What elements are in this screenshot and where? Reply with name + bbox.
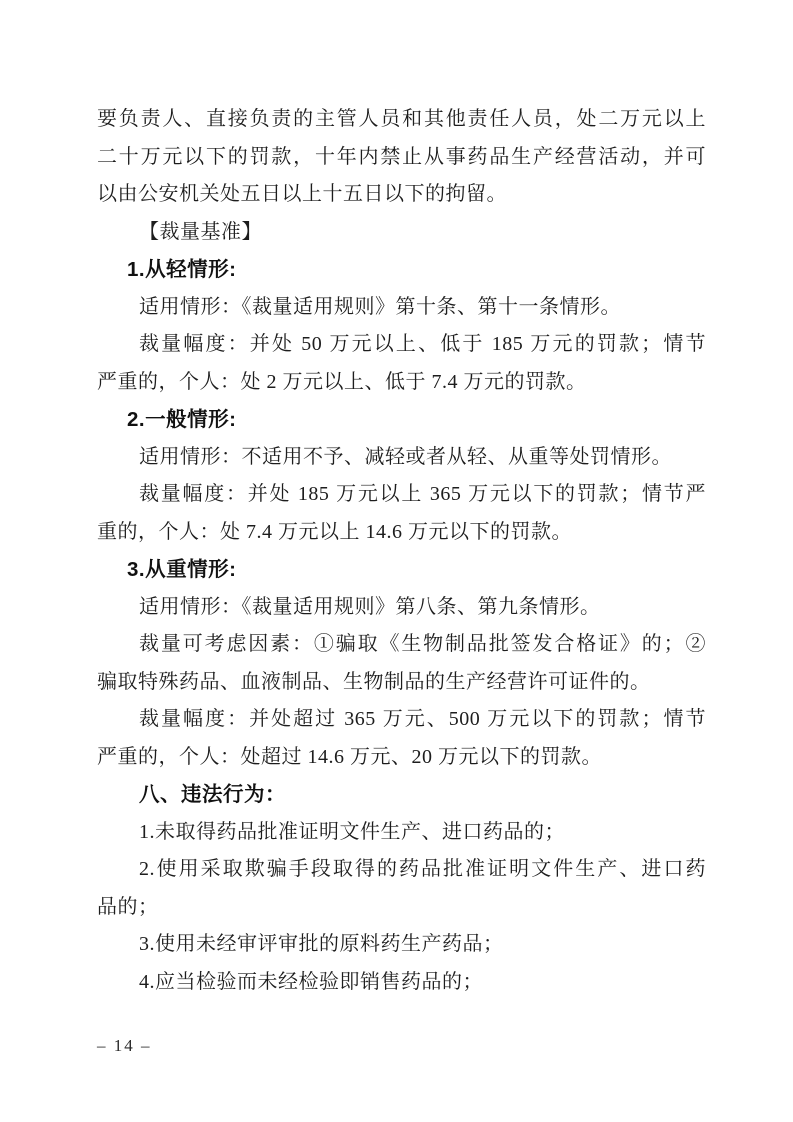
text-line: 4.应当检验而未经检验即销售药品的； [139,970,483,993]
text-line: 要负责人、直接负责的主管人员和其他责任人员，处二万元以上 [97,108,706,130]
text-line: 适用情形：不适用不予、减轻或者从轻、从重等处罚情形。 [139,445,672,468]
text-line: 严重的，个人：处超过 14.6 万元、20 万元以下的罚款。 [97,745,602,768]
heading-line: 1.从轻情形: [127,258,237,281]
text-line: 裁量可考虑因素：①骗取《生物制品批签发合格证》的；② [139,633,706,655]
page-number: – 14 – [97,1036,152,1055]
text-line: 2.使用采取欺骗手段取得的药品批准证明文件生产、进口药 [139,858,706,880]
text-line: 二十万元以下的罚款，十年内禁止从事药品生产经营活动，并可 [97,145,706,168]
text-line: 裁量幅度：并处 185 万元以上 365 万元以下的罚款；情节严 [139,483,706,505]
heading-line: 2.一般情形: [127,408,237,431]
text-line: 骗取特殊药品、血液制品、生物制品的生产经营许可证件的。 [97,670,651,693]
heading-line: 八、违法行为： [139,783,286,806]
text-line: 品的； [97,895,159,918]
text-line: 适用情形：《裁量适用规则》第八条、第九条情形。 [139,595,601,618]
text-line: 重的，个人：处 7.4 万元以上 14.6 万元以下的罚款。 [97,520,572,543]
text-line: 裁量幅度：并处 50 万元以上、低于 185 万元的罚款；情节 [139,333,706,355]
text-line: 裁量幅度：并处超过 365 万元、500 万元以下的罚款；情节 [139,708,706,730]
text-line: 适用情形：《裁量适用规则》第十条、第十一条情形。 [139,295,621,318]
text-line: 3.使用未经审评审批的原料药生产药品； [139,933,504,955]
text-line: 严重的，个人：处 2 万元以上、低于 7.4 万元的罚款。 [97,370,587,393]
text-line: 【裁量基准】 [139,220,262,243]
text-line: 1.未取得药品批准证明文件生产、进口药品的； [139,820,565,843]
text-block [97,101,706,1001]
heading-line: 3.从重情形: [127,558,237,581]
text-line: 以由公安机关处五日以上十五日以下的拘留。 [97,183,507,205]
